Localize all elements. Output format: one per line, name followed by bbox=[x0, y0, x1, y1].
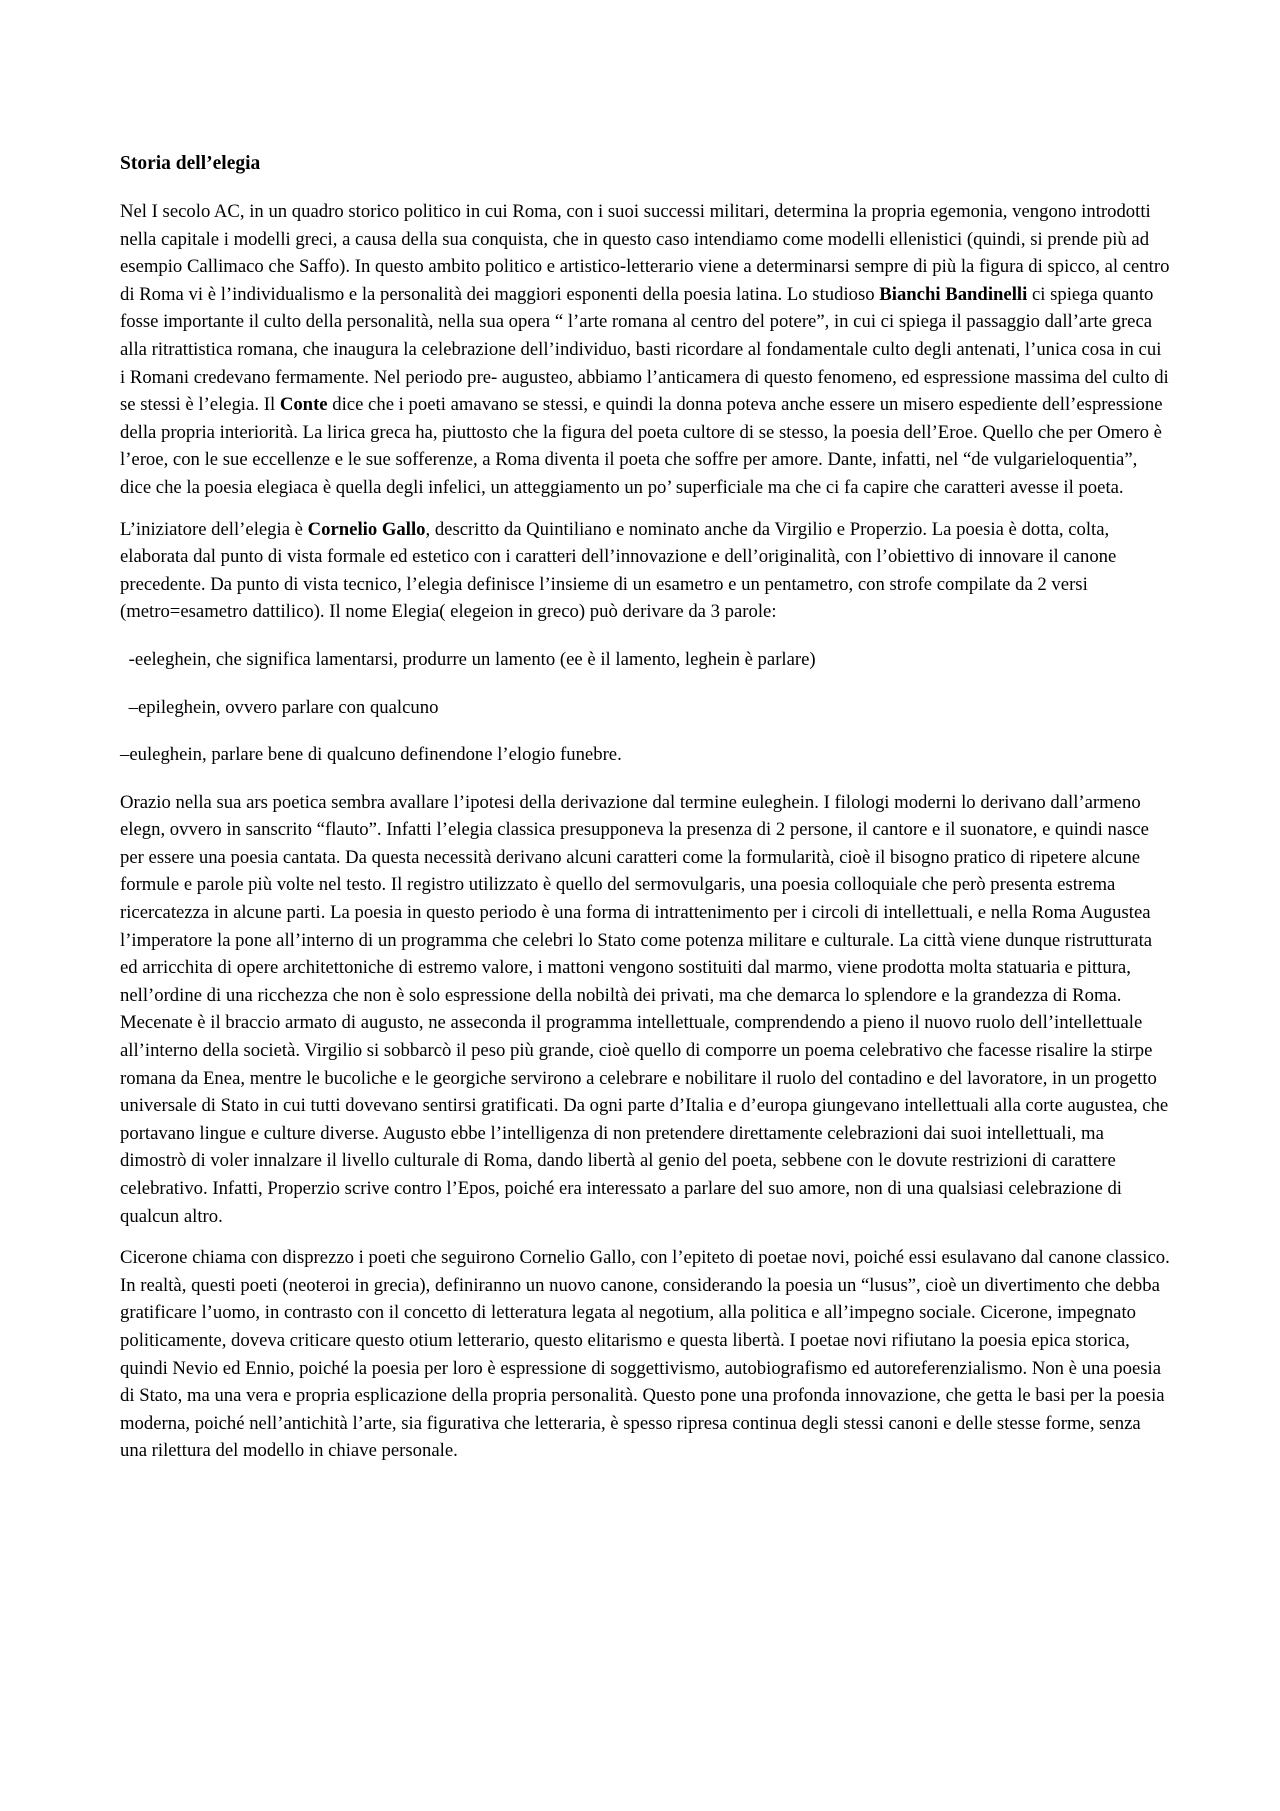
paragraph-text: dice che i poeti amavano se stessi, e quindi la donna poteva anche essere un misero espediente dell’espressione della propria interiorità. La lirica greca ha, piuttosto che la figura del poeta cultore di se stesso, la poesia dell’Eroe. Quello che per Omero è l’eroe, con le sue eccellenze e le sue sofferenze, a Roma diventa il poeta che soffre per amore. Dante, infatti, nel “de vulgarieloquentia”, dice che la poesia elegiaca è quella degli infelici, un atteggiamento un po’ superficiale ma che ci fa capire che caratteri avesse il poeta. bbox=[120, 394, 1163, 498]
etymology-item-epileghein: –epileghein, ovvero parlare con qualcuno bbox=[124, 696, 439, 718]
document-body bbox=[120, 150, 1170, 1479]
bold-name-cornelio-gallo: Cornelio Gallo bbox=[307, 518, 426, 540]
paragraph-text: , descritto da Quintiliano e nominato anche da Virgilio e Properzio. La poesia è dotta, colta, elaborata dal punto di vista formale ed estetico con i caratteri dell’innovazione e dell’originalità, con l’obiettivo di innovare il canone precedente. Da punto di vista tecnico, l’elegia definisce l’insieme di un esametro e un pentametro, con strofe compilate da 2 versi (metro=esametro dattilico). Il nome Elegia( elegeion in greco) può derivare da 3 parole: bbox=[120, 518, 1117, 623]
paragraph-cornelio-gallo bbox=[120, 516, 1170, 626]
paragraph-orazio: Orazio nella sua ars poetica sembra avallare l’ipotesi della derivazione dal termine euleghein. I filologi moderni lo derivano dall’armeno elegn, ovvero in sanscrito “flauto”. Infatti l’elegia classica presupponeva la presenza di 2 persone, il cantore e il suonatore, e quindi nasce per essere una poesia cantata. Da questa necessità derivano alcuni caratteri come la formularità, cioè il bisogno pratico di ripetere alcune formule e parole più volte nel testo. Il registro utilizzato è quello del sermovulgaris, una poesia colloquiale che però presenta estrema ricercatezza in alcune parti. La poesia in questo periodo è una forma di intrattenimento per i circoli di intellettuali, e nella Roma Augustea l’imperatore la pone all’interno di un programma che celebri lo Stato come potenza militare e culturale. La città viene dunque ristrutturata ed arricchita di opere architettoniche di estremo valore, i mattoni vengono sostituiti dal marmo, viene prodotta molta statuaria e pittura, nell’ordine di una ricchezza che non è solo espressione della nobiltà dei privati, ma che demarca lo splendore e la grandezza di Roma. Mecenate è il braccio armato di augusto, ne asseconda il programma intellettuale, comprendendo a pieno il nuovo ruolo dell’intellettuale all’interno della società. Virgilio si sobbarcò il peso più grande, cioè quello di comporre un poema celebrativo che facesse risalire la stirpe romana da Enea, mentre le bucoliche e le georgiche servirono a celebrare e nobilitare il ruolo del contadino e del lavoratore, in un progetto universale di Stato in cui tutti dovevano sentirsi gratificati. Da ogni parte d’Italia e d’europa giungevano intellettuali alla corte augustea, che portavano lingue e culture diverse. Augusto ebbe l’intelligenza di non pretendere direttamente celebrazioni dai suoi intellettuali, ma dimostrò di voler innalzare il livello culturale di Roma, dando libertà al genio del poeta, sebbene con le dovute restrizioni di carattere celebrativo. Infatti, Properzio scrive contro l’Epos, poiché era interessato a parlare del suo amore, non di una qualsiasi celebrazione di qualcun altro. bbox=[120, 791, 1169, 1227]
paragraph-introduction bbox=[120, 198, 1170, 502]
paragraph-text: ci spiega quanto fosse importante il culto della personalità, nella sua opera “ l’arte romana al centro del potere”, in cui ci spiega il passaggio dall’arte greca alla ritrattistica romana, che inaugura la celebrazione dell’individuo, basti ricordare al fondamentale culto degli antenati, l’unica cosa in cui i Romani credevano fermamente. Nel periodo pre- augusteo, abbiamo l’anticamera di questo fenomeno, ed espressione massima del culto di se stessi è l’elegia. Il bbox=[120, 283, 1169, 416]
document-title: Storia dell’elegia bbox=[120, 153, 261, 174]
bold-name-bianchi-bandinelli: Bianchi Bandinelli bbox=[879, 283, 1028, 305]
paragraph-text: Nel I secolo AC, in un quadro storico politico in cui Roma, con i suoi successi militari, determina la propria egemonia, vengono introdotti nella capitale i modelli greci, a causa della sua conquista, che in questo caso intendiamo come modelli ellenistici (quindi, si prende più ad esempio Callimaco che Saffo). In questo ambito politico e artistico-letterario viene a determinarsi sempre di più la figura di spicco, al centro di Roma vi è l’individualismo e la personalità dei maggiori esponenti della poesia latina. Lo studioso bbox=[120, 201, 1170, 305]
bold-name-conte: Conte bbox=[279, 394, 328, 416]
paragraph-cicerone: Cicerone chiama con disprezzo i poeti che seguirono Cornelio Gallo, con l’epiteto di poetae novi, poiché essi esulavano dal canone classico. In realtà, questi poeti (neoteroi in grecia), definiranno un nuovo canone, considerando la poesia un “lusus”, cioè un divertimento che debba gratificare l’uomo, in contrasto con il concetto di letteratura legata al negotium, alla politica e all’impegno sociale. Cicerone, impegnato politicamente, doveva criticare questo otium letterario, questo elitarismo e questa libertà. I poetae novi rifiutano la poesia epica storica, quindi Nevio ed Ennio, poiché la poesia per loro è espressione di soggettivismo, autobiografismo ed autoreferenzialismo. Non è una poesia di Stato, ma una vera e propria esplicazione della propria personalità. Questo pone una profonda innovazione, che getta le basi per la poesia moderna, poiché nell’antichità l’arte, sia figurativa che letteraria, è spesso ripresa continua degli stessi canoni e delle stesse forme, senza una rilettura del modello in chiave personale. bbox=[120, 1247, 1170, 1462]
etymology-item-eeleghein: -eeleghein, che significa lamentarsi, produrre un lamento (ee è il lamento, leghein è parlare) bbox=[124, 648, 816, 670]
etymology-item-euleghein: –euleghein, parlare bene di qualcuno definendone l’elogio funebre. bbox=[120, 744, 622, 766]
paragraph-text: L’iniziatore dell’elegia è bbox=[120, 518, 308, 540]
